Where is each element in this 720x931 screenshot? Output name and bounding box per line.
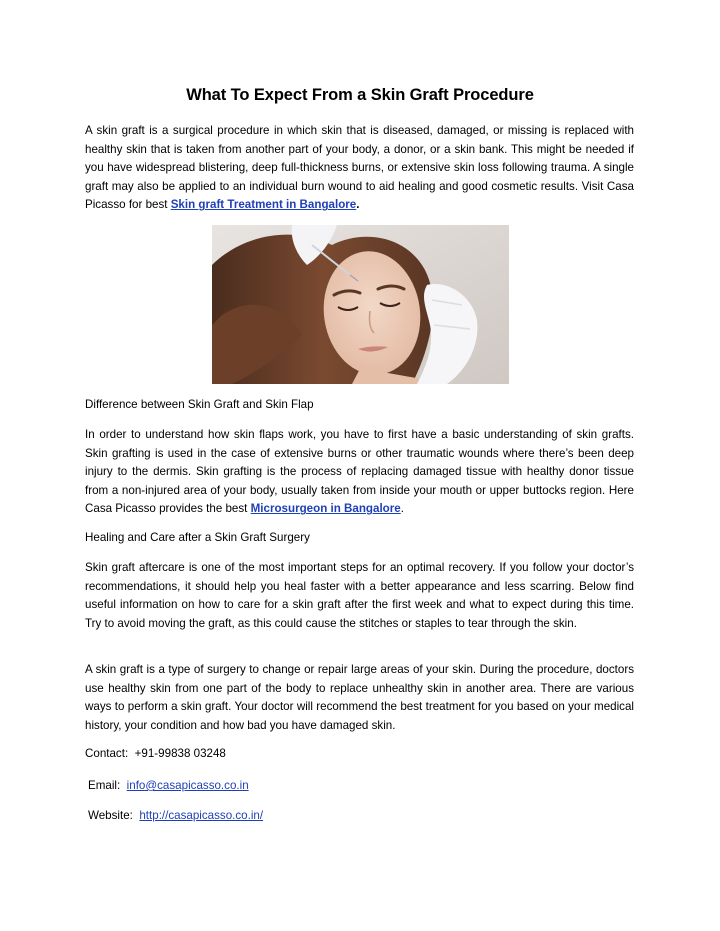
skin-graft-treatment-link[interactable]: Skin graft Treatment in Bangalore — [170, 198, 357, 212]
section-heading-skin-flap: Difference between Skin Graft and Skin Flap — [85, 398, 314, 411]
contact-phone: +91-99838 03248 — [134, 747, 226, 760]
aftercare-paragraph: Skin graft aftercare is one of the most important steps for an optimal recovery. If you follow your doctor’s recommendations, it should help you heal faster with a better appearance and less scarring. Below find useful information on how to care for a skin graft after the first week and what to expect during this time. Try to avoid moving the graft, as this could cause the stitches or staples to tear through the skin. — [85, 561, 634, 630]
woman-treatment-photo — [212, 225, 509, 384]
skin-flap-text: In order to understand how skin flaps work, you have to first have a basic understanding of skin grafts. Skin grafting is used in the case of extensive burns or other traumatic wounds where there’s been deep injury to the dermis. Skin grafting is the process of replacing damaged tissue with healthy donor tissue from a non-injured area of your body, usually taken from inside your mouth or upper buttocks region. Here Casa Picasso provides the best — [85, 428, 634, 516]
skin-flap-period: . — [400, 502, 404, 516]
contact-line — [85, 747, 226, 760]
website-label: Website: — [88, 809, 133, 822]
photo-illustration — [212, 225, 509, 384]
section-heading-healing: Healing and Care after a Skin Graft Surgery — [85, 531, 310, 544]
website-line — [88, 809, 263, 822]
page-title: What To Expect From a Skin Graft Procedure — [186, 86, 534, 104]
microsurgeon-link[interactable]: Microsurgeon in Bangalore — [250, 502, 401, 516]
intro-text: A skin graft is a surgical procedure in which skin that is diseased, damaged, or missing is replaced with healthy skin that is taken from another part of your body, a donor, or a skin bank. This might be needed if you have widespread blistering, deep full-thickness burns, or extensive skin loss following trauma. A single graft may also be applied to an individual burn wound to aid healing and good cosmetic results. Visit Casa Picasso for best — [85, 124, 634, 212]
intro-paragraph — [85, 122, 634, 215]
website-link[interactable]: http://casapicasso.co.in/ — [139, 809, 264, 822]
email-link[interactable]: info@casapicasso.co.in — [126, 779, 249, 792]
email-line — [88, 779, 249, 792]
email-label: Email: — [88, 779, 121, 792]
intro-period: . — [356, 198, 360, 212]
skin-graft-surgery-paragraph: A skin graft is a type of surgery to change or repair large areas of your skin. During the procedure, doctors use healthy skin from one part of the body to replace unhealthy skin in another area. There are various ways to perform a skin graft. Your doctor will recommend the best treatment for you based on your medical history, your condition and how bad you have damaged skin. — [85, 663, 634, 732]
skin-flap-paragraph — [85, 426, 634, 519]
contact-label: Contact: — [85, 747, 129, 760]
